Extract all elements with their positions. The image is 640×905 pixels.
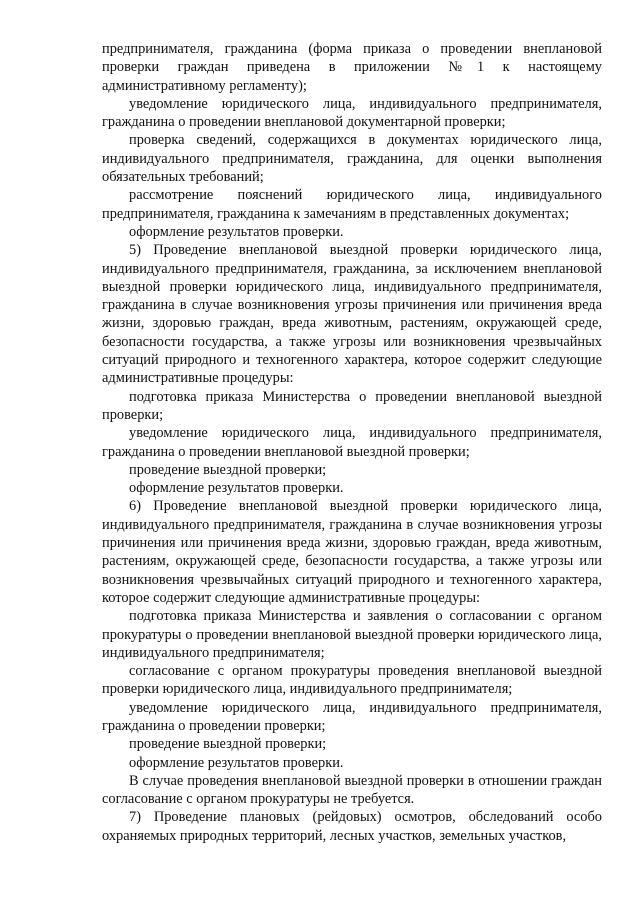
paragraph-15: проведение выездной проверки; (129, 736, 327, 753)
paragraph-16: оформление результатов проверки. (129, 754, 344, 771)
paragraph-3: проверка сведений, содержащихся в документах юридического лица, индивидуального предпринимателя, гражданина, для оценки выполнения обязательных требований; (102, 132, 602, 186)
paragraph-9: проведение выездной проверки; (129, 461, 327, 478)
paragraph-14: уведомление юридического лица, индивидуального предпринимателя, гражданина о проведении проверки; (102, 699, 602, 734)
paragraph-17: В случае проведения внеплановой выездной проверки в отношении граждан согласование с органом прокуратуры не требуется. (102, 772, 602, 808)
paragraph-6: 5) Проведение внеплановой выездной проверки юридического лица, индивидуального предпринимателя, гражданина, за исключением внеплановой выездной проверки юридического лица, индивидуального предпринимателя, гражданина в случае возникновения угрозы причинения или причинения вреда жизни, здоровью граждан, вреда животным, растениям, окружающей среде, безопасности государства, а также угрозы или возникновения чрезвычайных ситуаций природного и техногенного характера, которое содержит следующие административные процедуры: (102, 242, 602, 387)
paragraph-4: рассмотрение пояснений юридического лица, индивидуального предпринимателя, гражданина к замечаниям в представленных документах; (102, 187, 602, 222)
paragraph-12: подготовка приказа Министерства и заявления о согласовании с органом прокуратуры о проведении внеплановой выездной проверки юридического лица, индивидуального предпринимателя; (102, 608, 602, 661)
paragraph-8: уведомление юридического лица, индивидуального предпринимателя, гражданина о проведении внеплановой выездной проверки; (102, 425, 602, 460)
paragraph-1: предпринимателя, гражданина (форма приказа о проведении внеплановой проверки граждан приведена в приложении №1 к настоящему административному регламенту); (102, 41, 602, 94)
paragraph-5: оформление результатов проверки. (129, 223, 344, 240)
paragraph-10: оформление результатов проверки. (129, 480, 344, 497)
paragraph-18: 7) Проведение плановых (рейдовых) осмотров, обследований особо охраняемых природных территорий, лесных участков, земельных участков, (102, 809, 602, 844)
document-body (102, 40, 602, 845)
paragraph-2: уведомление юридического лица, индивидуального предпринимателя, гражданина о проведении внеплановой документарной проверки; (102, 95, 602, 131)
paragraph-7: подготовка приказа Министерства о проведении внеплановой выездной проверки; (102, 388, 602, 423)
paragraph-11: 6) Проведение внеплановой выездной проверки юридического лица, индивидуального предпринимателя, гражданина в случае возникновения угрозы причинения или причинения вреда жизни, здоровью граждан, вреда животным, растениям, окружающей среде, безопасности государства, а также угрозы или возникновения чрезвычайных ситуаций природного и техногенного характера, которое содержит следующие административные процедуры: (102, 498, 602, 606)
paragraph-13: согласование с органом прокуратуры проведения внеплановой выездной проверки юридического лица, индивидуального предпринимателя; (102, 663, 602, 698)
